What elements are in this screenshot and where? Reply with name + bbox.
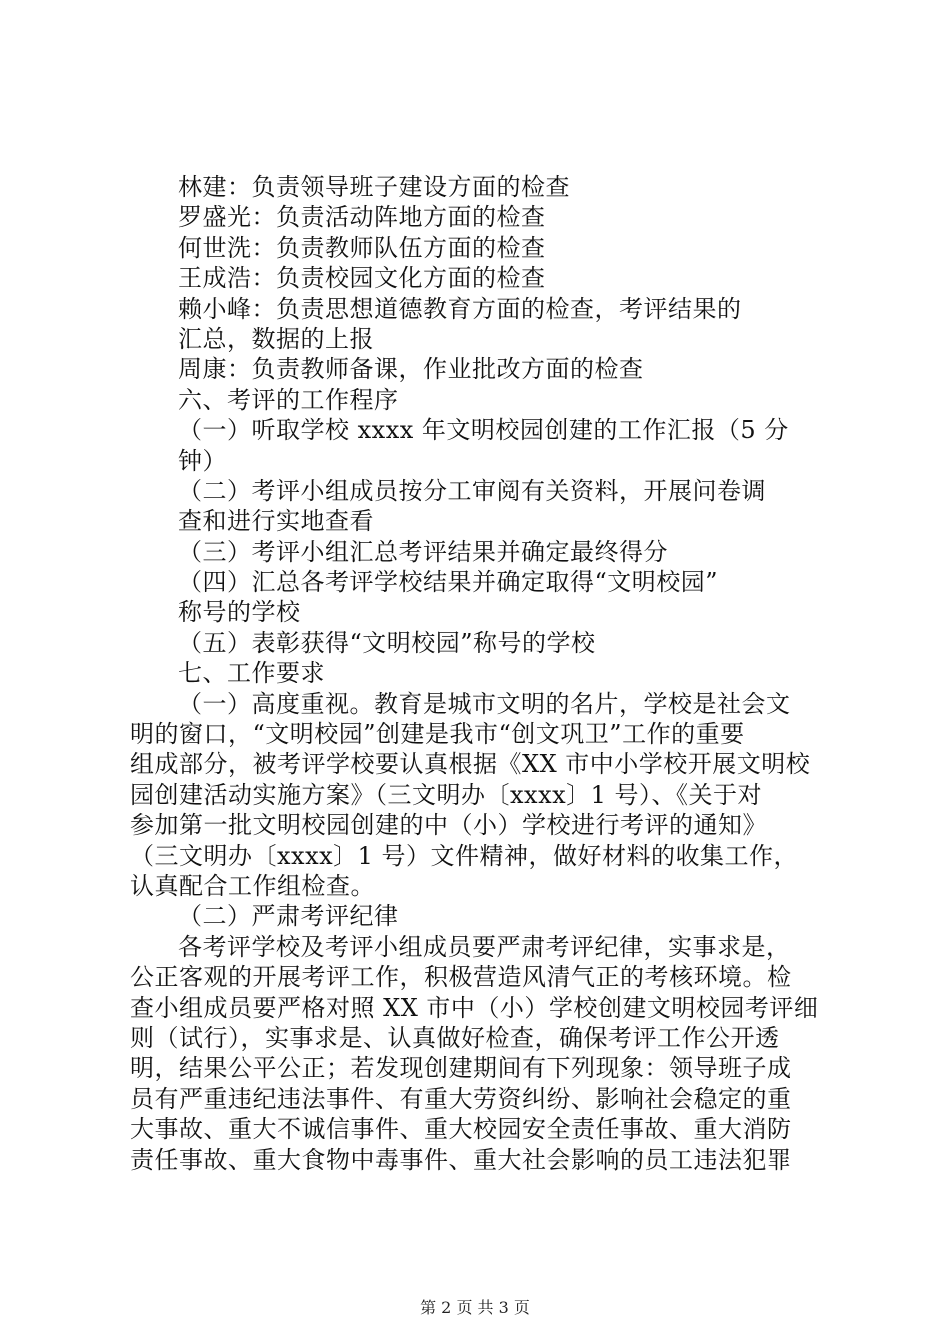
text-line: 责任事故、重大食物中毒事件、重大社会影响的员工违法犯罪 xyxy=(130,1145,792,1174)
text-line: 罗盛光：负责活动阵地方面的检查 xyxy=(178,203,546,232)
text-line: 参加第一批文明校园创建的中（小）学校进行考评的通知》 xyxy=(130,811,767,840)
text-line: 查和进行实地查看 xyxy=(178,507,374,536)
text-line: 公正客观的开展考评工作，积极营造风清气正的考核环境。检 xyxy=(130,963,792,992)
text-line: （三文明办〔xxxx〕1 号）文件精神，做好材料的收集工作， xyxy=(130,841,799,870)
text-line: （一）听取学校 xxxx 年文明校园创建的工作汇报（5 分 xyxy=(178,416,789,445)
text-line: 林建：负责领导班子建设方面的检查 xyxy=(178,173,570,201)
text-line: 明，结果公平公正；若发现创建期间有下列现象：领导班子成 xyxy=(130,1054,792,1083)
text-line: 认真配合工作组检查。 xyxy=(130,871,375,900)
text-line: （一）高度重视。教育是城市文明的名片，学校是社会文 xyxy=(178,689,791,718)
text-line: 何世洗：负责教师队伍方面的检查 xyxy=(178,233,546,262)
text-line: 赖小峰：负责思想道德教育方面的检查，考评结果的 xyxy=(178,294,742,323)
text-line: 明的窗口，“文明校园”创建是我市“创文巩卫”工作的重要 xyxy=(130,720,745,749)
text-line: 大事故、重大不诚信事件、重大校园安全责任事故、重大消防 xyxy=(130,1115,792,1144)
text-line: 查小组成员要严格对照 XX 市中（小）学校创建文明校园考评细 xyxy=(130,993,819,1022)
page-number: 第 2 页 共 3 页 xyxy=(420,1298,530,1317)
text-line: 组成部分，被考评学校要认真根据《XX 市中小学校开展文明校 xyxy=(130,750,811,779)
text-line: 园创建活动实施方案》（三文明办〔xxxx〕1 号）、《关于对 xyxy=(130,780,763,809)
text-line: （二）严肃考评纪律 xyxy=(178,902,399,931)
text-line: （三）考评小组汇总考评结果并确定最终得分 xyxy=(178,537,668,566)
text-line: 汇总，数据的上报 xyxy=(178,324,374,353)
text-line: 员有严重违纪违法事件、有重大劳资纠纷、影响社会稳定的重 xyxy=(130,1084,792,1113)
text-line: 钟） xyxy=(178,446,227,475)
section-heading: 六、考评的工作程序 xyxy=(178,385,399,414)
section-heading: 七、工作要求 xyxy=(178,659,325,688)
text-line: 王成浩：负责校园文化方面的检查 xyxy=(178,264,546,293)
text-line: 称号的学校 xyxy=(178,598,301,627)
text-line: 各考评学校及考评小组成员要严肃考评纪律，实事求是， xyxy=(178,932,791,961)
text-line: （五）表彰获得“文明校园”称号的学校 xyxy=(178,628,596,657)
text-line: （四）汇总各考评学校结果并确定取得“文明校园” xyxy=(178,568,719,597)
page-footer xyxy=(0,1298,950,1318)
text-line: 周康：负责教师备课，作业批改方面的检查 xyxy=(178,355,644,384)
text-line: 则（试行），实事求是、认真做好检查，确保考评工作公开透 xyxy=(130,1023,780,1052)
document-body xyxy=(130,172,830,1175)
text-line: （二）考评小组成员按分工审阅有关资料，开展问卷调 xyxy=(178,476,766,505)
